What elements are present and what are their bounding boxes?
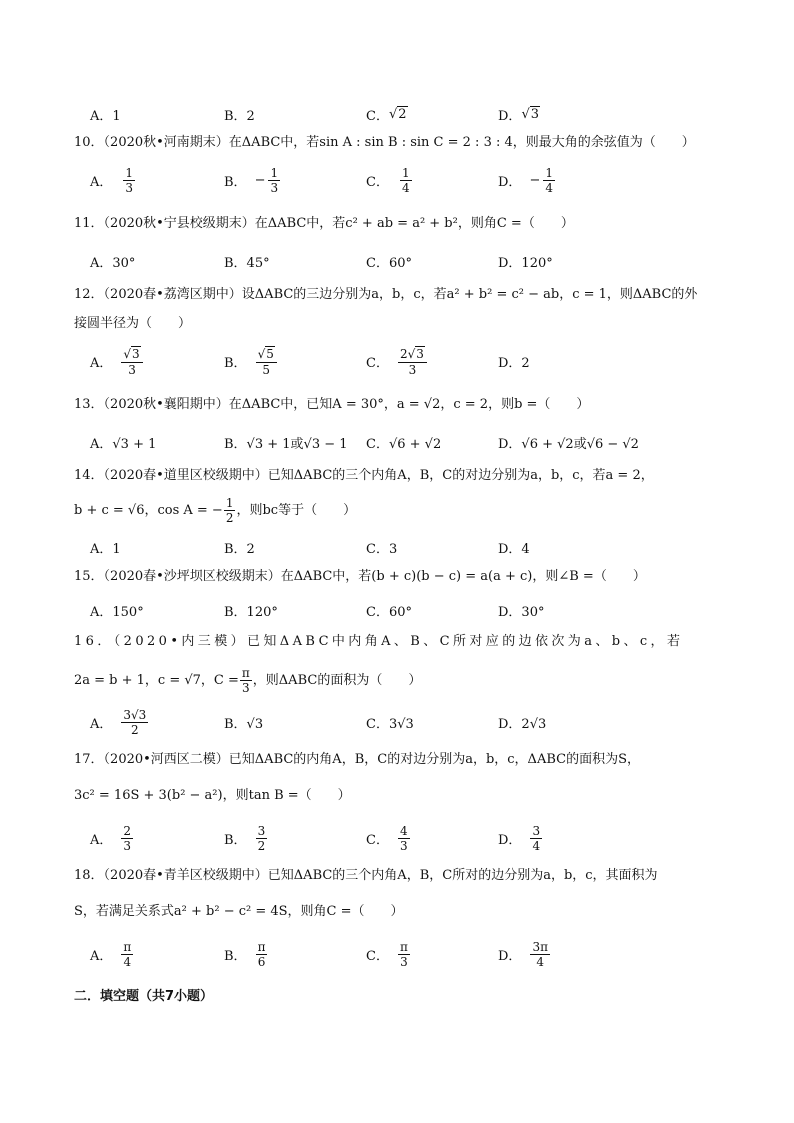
- fraction: $\frac{3√3}{2}$: [123, 707, 147, 737]
- q15-stem: 15．（2020春•沙坪坝区校级期末）在ΔABC中，若(b + c)(b − c) = a(a + c)，则∠B =（ ）: [74, 569, 646, 584]
- q18-option-c[interactable]: C． $\frac{\pi}{3}$: [366, 939, 408, 969]
- sqrt-expression: √2: [388, 107, 407, 122]
- q18-option-d[interactable]: D． $\frac{3\pi}{4}$: [498, 939, 548, 969]
- fraction: $\frac{\pi}{3}$: [399, 939, 408, 969]
- fraction: $\frac{2√3}{3}$: [398, 346, 427, 377]
- fraction: $\frac{\pi}{6}$: [257, 939, 266, 969]
- fraction: $\frac{1}{2}$: [225, 496, 234, 525]
- q13-stem: 13．（2020秋•襄阳期中）在ΔABC中，已知A = 30°，a = √2，c = 2，则b =（ ）: [74, 397, 590, 412]
- fraction: $\frac{\pi}{4}$: [123, 939, 132, 969]
- q16-options: [90, 702, 730, 742]
- q12-option-d[interactable]: D．2: [498, 355, 530, 371]
- q10-options: [90, 160, 730, 200]
- q9-option-b[interactable]: B．2: [224, 108, 255, 124]
- q14-option-c[interactable]: C．3: [366, 541, 398, 557]
- q16-stem-line1: 16．（2020•内三模）已知ΔABC中内角A、B、C所对应的边依次为a、b、c，若: [74, 634, 684, 649]
- q12-option-c[interactable]: C． $\frac{2√3}{3}$: [366, 341, 428, 381]
- q16-option-a[interactable]: A． $\frac{3√3}{2}$: [90, 707, 147, 737]
- fraction: $\frac{3}{4}$: [532, 823, 541, 853]
- fraction: $\frac{1}{3}$: [270, 165, 279, 195]
- q11-stem: 11．（2020秋•宁县校级期末）在ΔABC中，若c² + ab = a² + b²，则角C =（ ）: [74, 216, 574, 231]
- fraction: $\frac{\pi}{3}$: [241, 666, 250, 695]
- q12-option-b[interactable]: B． $\frac{√5}{5}$: [224, 341, 278, 381]
- q10-stem: 10．（2020秋•河南期末）在ΔABC中，若sin A : sin B : sin C = 2 : 3 : 4，则最大角的余弦值为（ ）: [74, 135, 695, 150]
- q17-stem-line2: 3c² = 16S + 3(b² − a²)，则tan B =（ ）: [74, 788, 351, 803]
- q15-option-d[interactable]: D．30°: [498, 604, 545, 620]
- q14-option-b[interactable]: B．2: [224, 541, 255, 557]
- q15-options: [90, 590, 730, 630]
- q9-option-c[interactable]: C． √2: [366, 107, 407, 124]
- q14-option-d[interactable]: D．4: [498, 541, 530, 557]
- fraction: $\frac{1}{4}$: [401, 165, 410, 195]
- q11-option-b[interactable]: B．45°: [224, 255, 270, 271]
- q9-options: [90, 94, 730, 134]
- q12-stem-line2: 接圆半径为（ ）: [74, 316, 192, 331]
- q14-options: [90, 527, 730, 567]
- q16-option-d[interactable]: D．2√3: [498, 716, 547, 732]
- q18-option-b[interactable]: B． $\frac{\pi}{6}$: [224, 939, 266, 969]
- q17-stem-line1: 17．（2020•河西区二模）已知ΔABC的内角A，B，C的对边分别为a，b，c，ΔABC的面积为S，: [74, 752, 640, 767]
- q18-option-a[interactable]: A． $\frac{\pi}{4}$: [90, 939, 132, 969]
- sqrt-expression: √3: [521, 107, 540, 122]
- q18-stem-line1: 18．（2020春•青羊区校级期中）已知ΔABC的三个内角A，B，C所对的边分别为a，b，c，其面积为: [74, 868, 658, 883]
- section-heading-fill-blank: 二．填空题（共7小题）: [74, 989, 214, 1004]
- q11-option-c[interactable]: C．60°: [366, 255, 412, 271]
- fraction: $\frac{3\pi}{4}$: [532, 939, 548, 969]
- q14-stem-line2: b + c = √6，cos A = − $\frac{1}{2}$ ，则bc等于（ ）: [74, 496, 357, 525]
- q14-stem-line1: 14．（2020春•道里区校级期中）已知ΔABC的三个内角A，B，C的对边分别为a，b，c，若a = 2，: [74, 468, 654, 483]
- q10-option-b[interactable]: B． − $\frac{1}{3}$: [224, 165, 279, 195]
- q12-option-a[interactable]: A． $\frac{√3}{3}$: [90, 341, 144, 381]
- q14-option-a[interactable]: A．1: [90, 541, 121, 557]
- q9-option-a[interactable]: A．1: [90, 108, 121, 124]
- q18-options: [90, 934, 730, 974]
- q9-option-d[interactable]: D． √3: [498, 107, 540, 124]
- q13-option-c[interactable]: C．√6 + √2: [366, 436, 442, 452]
- q16-option-c[interactable]: C．3√3: [366, 716, 414, 732]
- q15-option-c[interactable]: C．60°: [366, 604, 412, 620]
- q12-options: [90, 341, 730, 381]
- q11-options: [90, 241, 730, 281]
- fraction: $\frac{1}{4}$: [545, 165, 553, 195]
- q16-option-b[interactable]: B．√3: [224, 716, 264, 732]
- q13-option-b[interactable]: B．√3 + 1或√3 − 1: [224, 436, 348, 452]
- q17-option-a[interactable]: A． $\frac{2}{3}$: [90, 823, 132, 853]
- q10-option-d[interactable]: D． − $\frac{1}{4}$: [498, 165, 553, 195]
- q13-option-d[interactable]: D．√6 + √2或√6 − √2: [498, 436, 639, 452]
- q15-option-a[interactable]: A．150°: [90, 604, 144, 620]
- q16-stem-line2: 2a = b + 1，c = √7，C = $\frac{\pi}{3}$ ，则ΔABC的面积为（ ）: [74, 666, 422, 695]
- q12-stem-line1: 12．（2020春•荔湾区期中）设ΔABC的三边分别为a，b，c，若a² + b² = c² − ab，c = 1，则ΔABC的外: [74, 287, 698, 302]
- q17-option-d[interactable]: D． $\frac{3}{4}$: [498, 823, 541, 853]
- q10-option-a[interactable]: A． $\frac{1}{3}$: [90, 165, 134, 195]
- fraction: $\frac{√3}{3}$: [121, 346, 142, 377]
- q17-options: [90, 818, 730, 858]
- q11-option-a[interactable]: A．30°: [90, 255, 136, 271]
- fraction: $\frac{1}{3}$: [125, 165, 134, 195]
- q17-option-b[interactable]: B． $\frac{3}{2}$: [224, 823, 266, 853]
- fraction: $\frac{√5}{5}$: [256, 346, 277, 377]
- fraction: $\frac{4}{3}$: [399, 823, 408, 853]
- q10-option-c[interactable]: C． $\frac{1}{4}$: [366, 165, 410, 195]
- q13-options: [90, 422, 730, 462]
- q11-option-d[interactable]: D．120°: [498, 255, 553, 271]
- fraction: $\frac{2}{3}$: [123, 823, 132, 853]
- q15-option-b[interactable]: B．120°: [224, 604, 278, 620]
- fraction: $\frac{3}{2}$: [257, 823, 266, 853]
- q18-stem-line2: S，若满足关系式a² + b² − c² = 4S，则角C =（ ）: [74, 904, 404, 919]
- q17-option-c[interactable]: C． $\frac{4}{3}$: [366, 823, 408, 853]
- q13-option-a[interactable]: A．√3 + 1: [90, 436, 157, 452]
